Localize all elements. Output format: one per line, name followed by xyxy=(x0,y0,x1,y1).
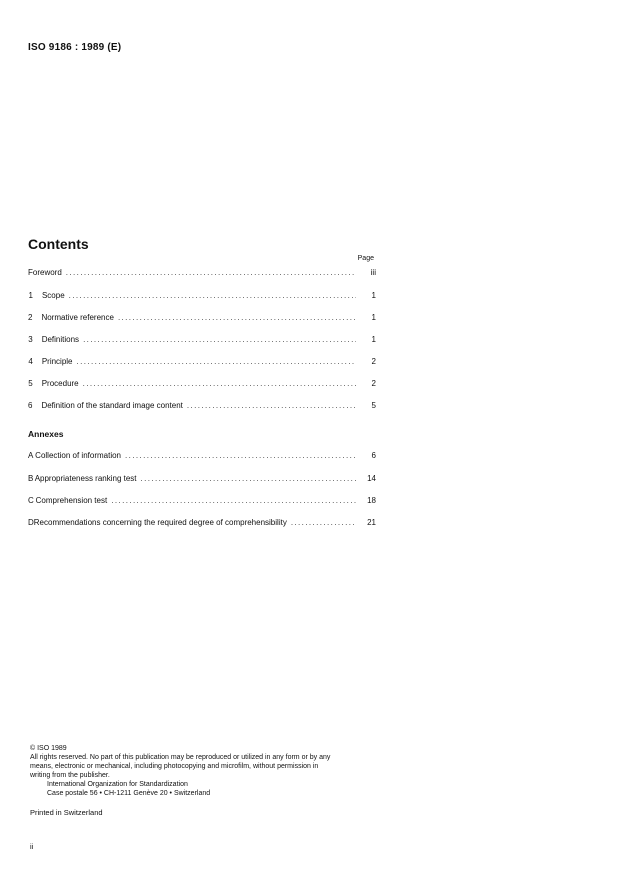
toc-leader-dots xyxy=(125,450,356,462)
toc-leader-dots xyxy=(77,356,356,368)
toc-entry-annex-b[interactable] xyxy=(28,473,376,485)
toc-entry-title: Scope xyxy=(41,291,65,300)
toc-entry-foreword[interactable] xyxy=(28,267,376,279)
toc-entry-title: Definition of the standard image content xyxy=(41,401,183,410)
toc-entry-page: 21 xyxy=(367,518,376,527)
copyright-text-line: writing from the publisher. xyxy=(30,772,110,779)
toc-entry-clause-2[interactable] xyxy=(28,312,376,324)
page-column-header: Page xyxy=(357,255,374,262)
toc-leader-dots xyxy=(111,495,356,507)
toc-entry-page: 2 xyxy=(371,379,376,388)
toc-leader-dots xyxy=(118,312,356,324)
toc-entry-clause-3[interactable] xyxy=(28,334,376,346)
toc-leader-dots xyxy=(187,400,356,412)
document-id: ISO 9186 : 1989 (E) xyxy=(28,42,122,53)
copyright-text-line: means, electronic or mechanical, including photocopying and microfilm, without permission in xyxy=(30,763,319,770)
toc-entry-number: 5 xyxy=(28,379,33,388)
toc-entry-letter: D xyxy=(28,518,34,527)
toc-entry-annex-d[interactable] xyxy=(28,517,376,529)
toc-entry-title: Definitions xyxy=(41,335,80,344)
toc-entry-clause-6[interactable] xyxy=(28,400,376,412)
copyright-text-line: All rights reserved. No part of this publication may be reproduced or utilized in any form or by any xyxy=(30,754,331,761)
toc-entry-clause-1[interactable] xyxy=(28,290,376,302)
toc-entry-page: 18 xyxy=(367,496,376,505)
copyright-block xyxy=(30,744,378,798)
toc-entry-title: Recommendations concerning the required degree of comprehensibility xyxy=(33,518,287,527)
toc-entry-clause-5[interactable] xyxy=(28,378,376,390)
toc-entry-number: 6 xyxy=(28,401,33,410)
toc-entry-title: Procedure xyxy=(41,379,79,388)
toc-entry-page: 5 xyxy=(371,401,376,410)
toc-entry-number: 3 xyxy=(28,335,33,344)
toc-entry-page: iii xyxy=(370,268,376,277)
toc-leader-dots xyxy=(291,517,356,529)
toc-leader-dots xyxy=(83,378,356,390)
toc-leader-dots xyxy=(66,267,356,279)
copyright-notice: © ISO 1989 xyxy=(30,745,67,752)
toc-leader-dots xyxy=(83,334,356,346)
toc-entry-clause-4[interactable] xyxy=(28,356,376,368)
page-number: ii xyxy=(30,842,34,851)
toc-entry-page: 1 xyxy=(371,291,376,300)
toc-entry-title: Comprehension test xyxy=(35,496,108,505)
toc-entry-page: 6 xyxy=(371,451,376,460)
toc-entry-annex-c[interactable] xyxy=(28,495,376,507)
toc-leader-dots xyxy=(69,290,356,302)
toc-entry-annex-a[interactable] xyxy=(28,450,376,462)
toc-entry-title: Appropriateness ranking test xyxy=(34,474,137,483)
printed-in-notice: Printed in Switzerland xyxy=(30,808,103,817)
publisher-name: International Organization for Standardization xyxy=(47,781,188,788)
annexes-heading: Annexes xyxy=(28,429,64,439)
toc-entry-page: 2 xyxy=(371,357,376,366)
toc-entry-number: 4 xyxy=(28,357,33,366)
toc-entry-title: Foreword xyxy=(28,268,62,277)
toc-entry-title: Principle xyxy=(41,357,73,366)
toc-entry-page: 1 xyxy=(371,335,376,344)
toc-entry-number: 1 xyxy=(28,291,33,300)
publisher-address: Case postale 56 • CH-1211 Genève 20 • Switzerland xyxy=(47,790,211,797)
contents-title: Contents xyxy=(28,236,89,252)
toc-entry-letter: A xyxy=(28,451,34,460)
toc-entry-title: Normative reference xyxy=(41,313,114,322)
toc-entry-letter: B xyxy=(28,474,34,483)
toc-entry-title: Collection of information xyxy=(35,451,121,460)
toc-entry-page: 14 xyxy=(367,474,376,483)
toc-entry-letter: C xyxy=(28,496,34,505)
toc-entry-page: 1 xyxy=(371,313,376,322)
toc-entry-number: 2 xyxy=(28,313,33,322)
toc-leader-dots xyxy=(141,473,356,485)
